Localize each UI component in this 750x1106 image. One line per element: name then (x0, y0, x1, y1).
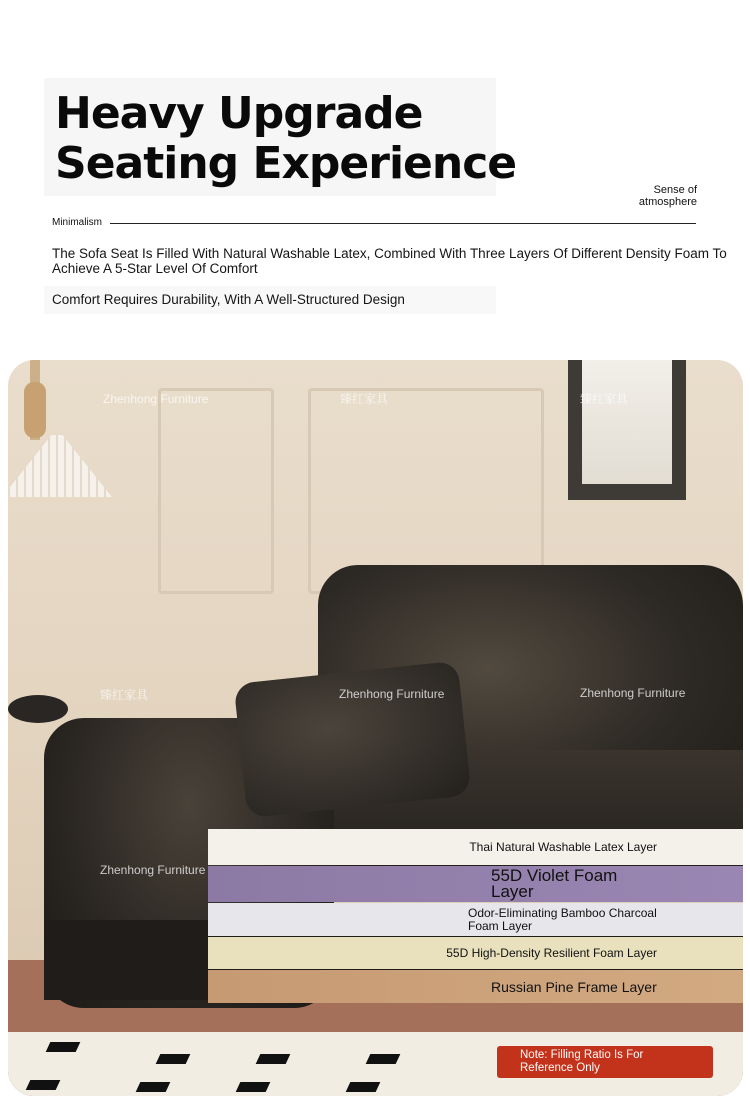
side-table (8, 695, 68, 723)
note-line-1: Note: Filling Ratio Is For (520, 1049, 644, 1061)
watermark: Zhenhong Furniture (580, 686, 686, 700)
layer-latex (208, 829, 743, 865)
tagline (639, 184, 697, 208)
wall-art-frame (568, 360, 686, 500)
watermark: 臻红家具 (580, 392, 629, 406)
headline-line-2: Seating Experience (55, 138, 517, 189)
layer-resilient-foam-label: 55D High-Density Resilient Foam Layer (446, 946, 657, 960)
tagline-line-2: atmosphere (638, 196, 697, 208)
divider-line (110, 223, 696, 224)
layer-latex-label: Thai Natural Washable Latex Layer (469, 840, 657, 854)
rug-pattern (256, 1054, 291, 1064)
wall-molding (308, 388, 544, 594)
headline-line-1: Heavy Upgrade (55, 88, 423, 139)
headline-block (44, 78, 517, 196)
layer-pine-frame (208, 970, 743, 1003)
rule-label: Minimalism (52, 217, 102, 228)
watermark: 臻红家具 (340, 392, 389, 406)
description-paragraph (52, 246, 750, 276)
layer-violet-foam-label-2: Layer (491, 882, 534, 901)
lamp-shade (8, 435, 112, 497)
layer-bamboo-charcoal-label-1: Odor-Eliminating Bamboo Charcoal (468, 905, 657, 920)
description-line-1: The Sofa Seat Is Filled With Natural Washable Latex, Combined With Three Layers Of Different Density Foam To (52, 246, 727, 261)
watermark: Zhenhong Furniture (339, 687, 445, 701)
wall-molding (158, 388, 274, 594)
tagline-line-1: Sense of (653, 184, 697, 196)
sofa-photo (8, 360, 743, 1096)
layer-violet-foam (208, 866, 743, 902)
layer-resilient-foam (208, 937, 743, 969)
description-line-2: Achieve A 5-Star Level Of Comfort (52, 261, 258, 276)
rug-pattern (136, 1082, 171, 1092)
rug-pattern (156, 1054, 191, 1064)
wall-art (582, 360, 672, 484)
throw-pillow (234, 661, 472, 819)
layer-bamboo-charcoal (208, 903, 743, 936)
layer-pine-frame-label: Russian Pine Frame Layer (491, 978, 657, 995)
reference-note-badge (497, 1046, 713, 1078)
layer-bamboo-charcoal-label-2: Foam Layer (468, 918, 533, 933)
rug-pattern (346, 1082, 381, 1092)
rug-pattern (46, 1042, 81, 1052)
durability-paragraph: Comfort Requires Durability, With A Well-Structured Design (52, 292, 405, 307)
watermark: Zhenhong Furniture (103, 392, 209, 406)
rug-pattern (366, 1054, 401, 1064)
layer-violet-foam-label-1: 55D Violet Foam (491, 866, 618, 885)
rug-pattern (26, 1080, 61, 1090)
lamp-knob (24, 382, 46, 438)
note-line-2: Reference Only (520, 1062, 600, 1074)
rug-pattern (236, 1082, 271, 1092)
watermark: 臻红家具 (100, 688, 149, 702)
watermark: Zhenhong Furniture (100, 863, 206, 877)
